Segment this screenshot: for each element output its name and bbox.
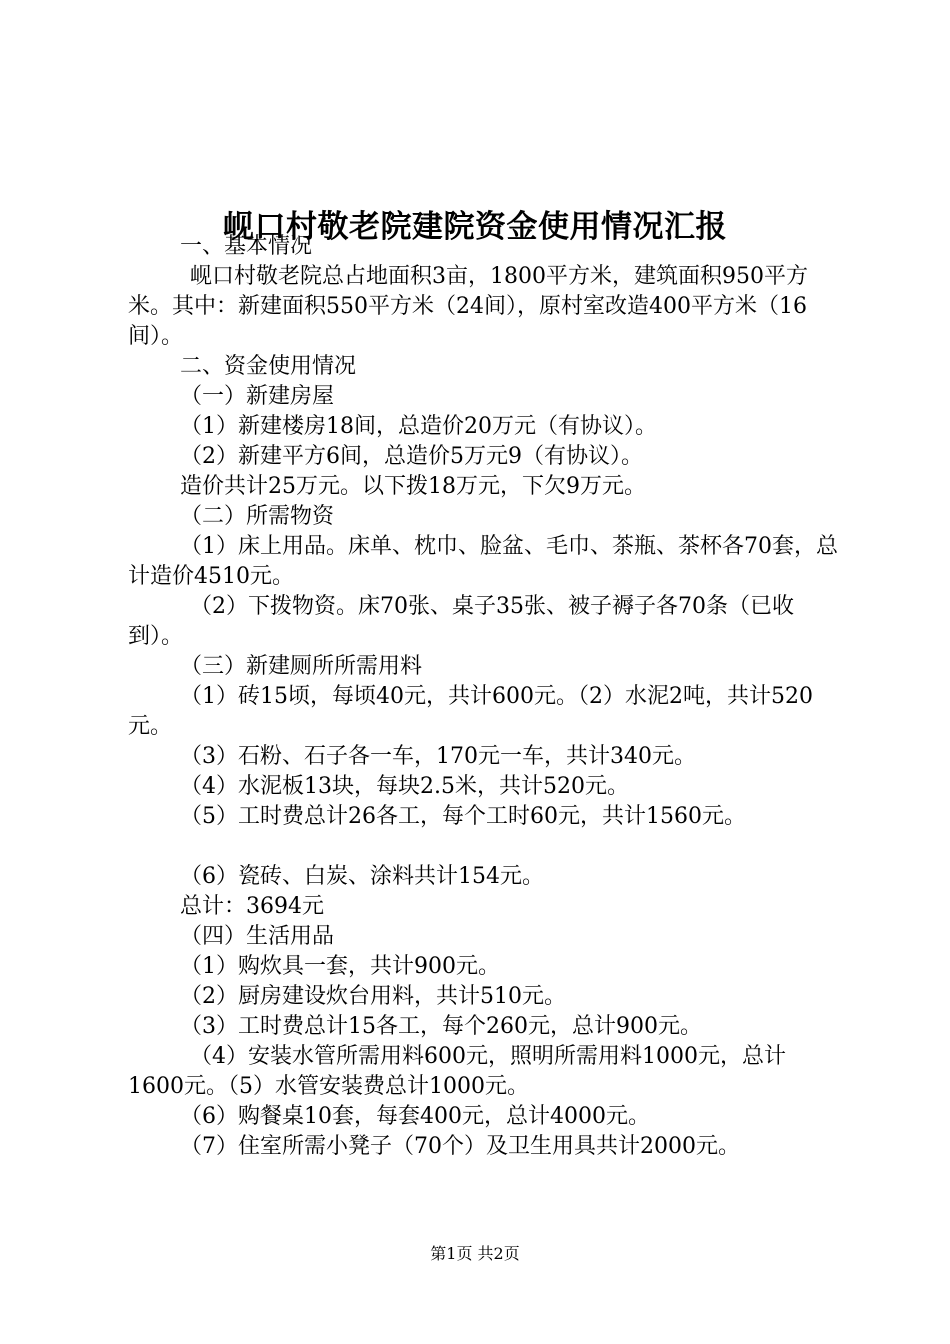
paragraph-basic-info: 岘口村敬老院总占地面积3亩，1800平方米，建筑面积950平方米。其中：新建面积550平方米（24间），原村室改造400平方米（16间）。 [128, 264, 808, 349]
list-item: （1）床上用品。床单、枕巾、脸盆、毛巾、茶瓶、茶杯各70套，总计造价4510元。 [128, 534, 838, 589]
subheading-materials: （二）所需物资 [180, 504, 335, 529]
heading-fund-usage: 二、资金使用情况 [180, 354, 357, 379]
list-item: （1）购炊具一套，共计900元。 [180, 954, 500, 979]
list-item: （4）安装水管所需用料600元，照明所需用料1000元，总计1600元。（5）水管安装费总计1000元。 [128, 1044, 786, 1099]
subheading-toilet-materials: （三）新建厕所所需用料 [180, 654, 423, 679]
heading-basic-info: 一、基本情况 [180, 234, 313, 259]
document-body [128, 232, 838, 1162]
subheading-new-buildings: （一）新建房屋 [180, 384, 335, 409]
list-item: （3）工时费总计15各工，每个260元，总计900元。 [180, 1014, 702, 1039]
list-item: （1）砖15顷，每顷40元，共计600元。（2）水泥2吨，共计520元。 [128, 684, 813, 739]
list-item: （5）工时费总计26各工，每个工时60元，共计1560元。 [180, 804, 746, 829]
page-footer: 第1页 共2页 [430, 1244, 520, 1263]
list-item: （2）厨房建设炊台用料，共计510元。 [180, 984, 566, 1009]
list-item: （6）购餐桌10套，每套400元，总计4000元。 [180, 1104, 650, 1129]
list-item: （7）住室所需小凳子（70个）及卫生用具共计2000元。 [180, 1134, 740, 1159]
list-item: （3）石粉、石子各一车，170元一车，共计340元。 [180, 744, 696, 769]
subheading-daily-supplies: （四）生活用品 [180, 924, 335, 949]
list-item: （2）新建平方6间，总造价5万元9（有协议）。 [180, 444, 643, 469]
summary-line: 造价共计25万元。以下拨18万元，下欠9万元。 [180, 474, 646, 499]
total-line: 总计：3694元 [180, 894, 324, 919]
list-item: （4）水泥板13块，每块2.5米，共计520元。 [180, 774, 629, 799]
list-item: （1）新建楼房18间，总造价20万元（有协议）。 [180, 414, 657, 439]
blank-line [128, 832, 838, 862]
list-item: （2）下拨物资。床70张、桌子35张、被子褥子各70条（已收到）。 [128, 594, 794, 649]
document-title: 岘口村敬老院建院资金使用情况汇报 [223, 208, 727, 245]
list-item: （6）瓷砖、白炭、涂料共计154元。 [180, 864, 544, 889]
